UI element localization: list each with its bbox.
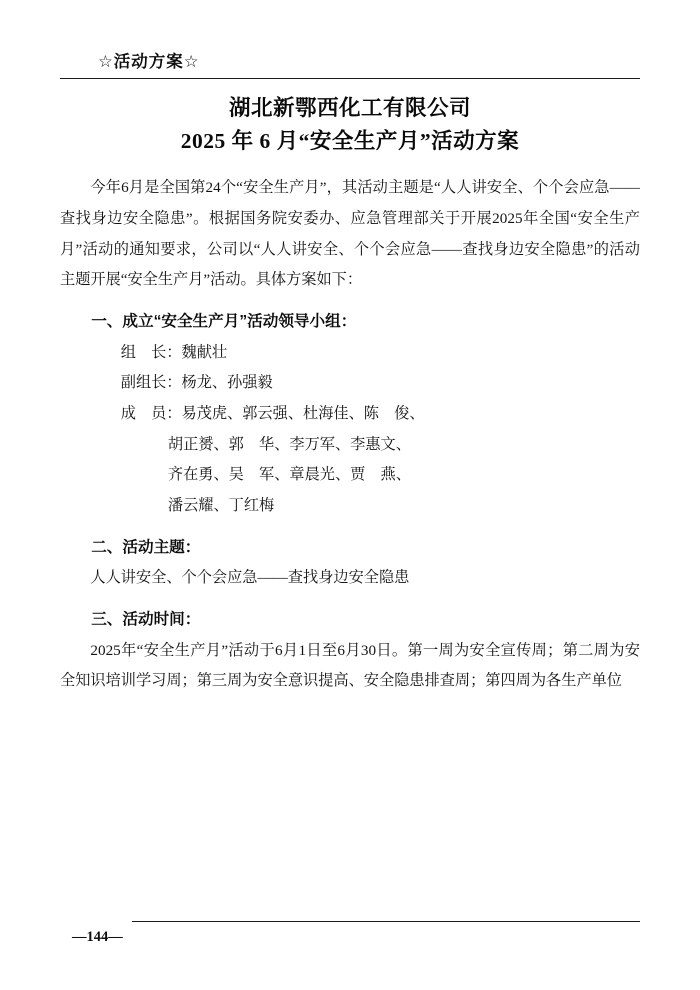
document-header-label: ☆活动方案☆ bbox=[98, 53, 200, 71]
section-heading-two: 二、活动主题： bbox=[91, 538, 201, 556]
page-number: —144— bbox=[72, 929, 123, 945]
leadership-roster bbox=[60, 338, 640, 522]
section-two-content: 人人讲安全、个个会应急——查找身边安全隐患 bbox=[90, 569, 410, 587]
header-divider bbox=[60, 78, 640, 79]
document-body bbox=[60, 173, 640, 697]
roster-continuation-line: 齐在勇、吴 军、章晨光、贾 燕、 bbox=[167, 466, 411, 484]
roster-names: 魏献壮 bbox=[181, 343, 228, 361]
page-footer bbox=[0, 921, 700, 946]
roster-role: 副组长： bbox=[120, 374, 182, 392]
document-title-line-1: 湖北新鄂西化工有限公司 bbox=[228, 96, 471, 120]
section-heading-three: 三、活动时间： bbox=[91, 611, 201, 629]
roster-names: 易茂虎、郭云强、杜海佳、陈 俊、 bbox=[181, 405, 425, 423]
document-title bbox=[60, 93, 640, 157]
roster-names: 杨龙、孙强毅 bbox=[181, 374, 273, 392]
roster-role: 成 员： bbox=[120, 405, 182, 423]
document-title-line-2: 2025 年 6 月“安全生产月”活动方案 bbox=[180, 129, 520, 154]
section-three-content: 2025年“安全生产月”活动于6月1日至6月30日。第一周为安全宣传周；第二周为安全知识培训学习周；第三周为安全意识提高、安全隐患排查周；第四周为各生产单位 bbox=[60, 641, 640, 690]
section-heading-one: 一、成立“安全生产月”活动领导小组： bbox=[91, 313, 357, 331]
footer-divider bbox=[132, 921, 640, 922]
roster-continuation-line: 潘云耀、丁红梅 bbox=[167, 497, 275, 515]
roster-continuation-line: 胡正赟、郭 华、李万军、李惠文、 bbox=[167, 435, 411, 453]
roster-row bbox=[60, 399, 640, 430]
roster-role: 组 长： bbox=[120, 343, 182, 361]
roster-row bbox=[60, 368, 640, 399]
intro-paragraph: 今年6月是全国第24个“安全生产月”，其活动主题是“人人讲安全、个个会应急——查找身边安全隐患”。根据国务院安委办、应急管理部关于开展2025年全国“安全生产月”活动的通知要求，公司以“人人讲安全、个个会应急——查找身边安全隐患”的活动主题开展“安全生产月”活动。具体方案如下： bbox=[60, 179, 640, 289]
roster-row bbox=[60, 338, 640, 369]
